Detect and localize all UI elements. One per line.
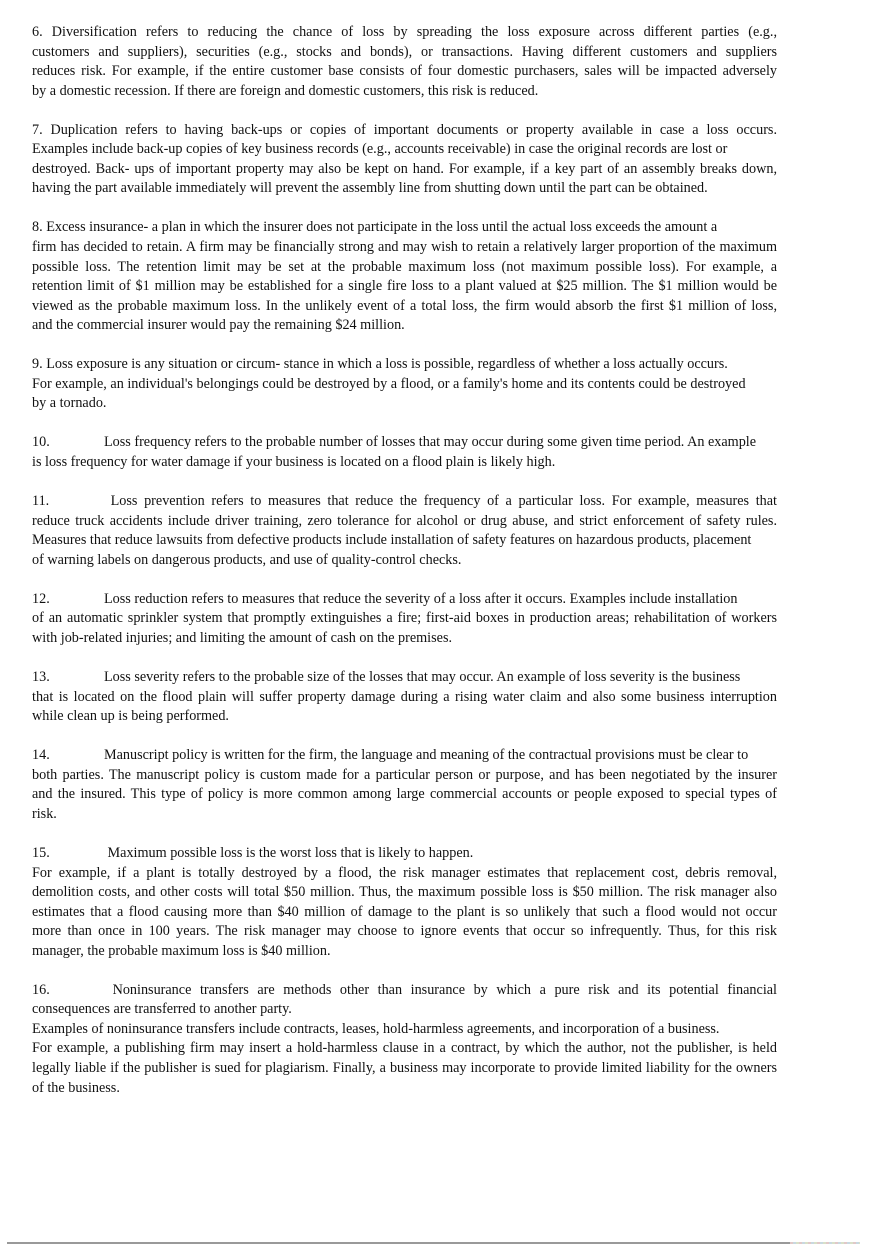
paragraph-line	[32, 707, 777, 727]
line-text: both parties. The manuscript policy is custom made for a particular person or purpose, and has been negotiated by the insurer	[32, 766, 777, 783]
paragraph-item-9	[32, 355, 777, 414]
paragraph-line	[32, 746, 777, 766]
paragraph-line	[32, 1000, 777, 1020]
paragraph-line	[32, 492, 777, 512]
paragraph-number: 11.	[32, 493, 50, 510]
line-text: Loss frequency refers to the probable number of losses that may occur during some given time period. An example	[104, 434, 757, 451]
paragraph-number: 8.	[32, 219, 43, 236]
paragraph-item-14	[32, 746, 777, 824]
paragraph-line	[32, 297, 777, 317]
paragraph-line	[32, 23, 777, 43]
line-text: Loss severity refers to the probable size of the losses that may occur. An example of loss severity is the business	[104, 669, 741, 686]
paragraph-line	[32, 140, 777, 160]
paragraph-line	[32, 1079, 777, 1099]
paragraph-line	[32, 668, 777, 688]
paragraph-line	[32, 258, 777, 278]
line-text: by a domestic recession. If there are foreign and domestic customers, this risk is reduced.	[32, 82, 539, 99]
paragraph-line	[32, 218, 777, 238]
line-text: reduces risk. For example, if the entire customer base consists of four domestic purchasers, sales will be impacted adversely	[32, 63, 777, 80]
paragraph-number: 14.	[32, 747, 50, 764]
paragraph-item-15	[32, 844, 777, 961]
paragraph-number: 15.	[32, 844, 50, 861]
paragraph-line	[32, 433, 777, 453]
paragraph-line	[32, 1039, 777, 1059]
line-text: Measures that reduce lawsuits from defective products include installation of safety features on hazardous products, placement	[32, 532, 752, 549]
line-text: consequences are transferred to another party.	[32, 1001, 292, 1018]
line-text: For example, an individual's belongings could be destroyed by a flood, or a family's home and its contents could be destroyed	[32, 375, 746, 392]
paragraph-item-16	[32, 981, 777, 1098]
paragraph-line	[32, 43, 777, 63]
paragraph-line	[32, 453, 777, 473]
line-text: and the commercial insurer would pay the remaining $24 million.	[32, 317, 405, 334]
paragraph-number: 13.	[32, 669, 50, 686]
document-page	[32, 23, 777, 1118]
line-text: having the part available immediately will prevent the assembly line from shutting down until the part can be obtained.	[32, 180, 708, 197]
paragraph-line	[32, 922, 777, 942]
line-text: Manuscript policy is written for the firm, the language and meaning of the contractual provisions must be clear to	[104, 747, 749, 764]
paragraph-line	[32, 688, 777, 708]
line-text: demolition costs, and other costs will total $50 million. Thus, the maximum possible loss is $50 million. The risk manager also	[32, 884, 777, 901]
line-text: while clean up is being performed.	[32, 708, 229, 725]
line-text: customers and suppliers), securities (e.g., stocks and bonds), or transactions. Having different customers and suppliers	[32, 43, 777, 60]
line-text: destroyed. Back- ups of important property may also be kept on hand. For example, if a key part of an assembly breaks down,	[32, 160, 777, 177]
paragraph-line	[32, 355, 777, 375]
paragraph-line	[32, 1020, 777, 1040]
paragraph-item-10	[32, 433, 777, 472]
paragraph-line	[32, 160, 777, 180]
paragraph-line	[32, 785, 777, 805]
line-text: Loss reduction refers to measures that reduce the severity of a loss after it occurs. Examples include installation	[104, 590, 738, 607]
paragraph-number: 10.	[32, 434, 50, 451]
paragraph-item-12	[32, 590, 777, 649]
line-text: Loss prevention refers to measures that reduce the frequency of a particular loss. For example, measures that	[104, 493, 777, 510]
paragraph-line	[32, 942, 777, 962]
line-text: For example, a publishing firm may insert a hold-harmless clause in a contract, by which the author, not the publisher, is held	[32, 1040, 777, 1057]
paragraph-item-11	[32, 492, 777, 570]
line-text: risk.	[32, 805, 57, 822]
line-text: and the insured. This type of policy is more common among large commercial accounts or people exposed to special types of	[32, 786, 777, 803]
paragraph-number: 16.	[32, 981, 50, 998]
paragraph-line	[32, 82, 777, 102]
line-text: Examples of noninsurance transfers include contracts, leases, hold-harmless agreements, and incorporation of a business.	[32, 1020, 720, 1037]
paragraph-line	[32, 551, 777, 571]
paragraph-line	[32, 844, 777, 864]
paragraph-line	[32, 179, 777, 199]
line-text: manager, the probable maximum loss is $40 million.	[32, 942, 331, 959]
line-text: more than once in 100 years. The risk manager may choose to ignore events that occur so infrequently. Thus, for this risk	[32, 923, 777, 940]
line-text: reduce truck accidents include driver training, zero tolerance for alcohol or drug abuse, and strict enforcement of safety rules.	[32, 512, 777, 529]
line-text: is loss frequency for water damage if your business is located on a flood plain is likely high.	[32, 454, 556, 471]
paragraph-line	[32, 766, 777, 786]
line-text: retention limit of $1 million may be established for a single fire loss to a plant valued at $25 million. The $1 million would be	[32, 278, 777, 295]
paragraph-line	[32, 590, 777, 610]
paragraph-line	[32, 903, 777, 923]
paragraph-item-7	[32, 121, 777, 199]
line-text: legally liable if the publisher is sued for plagiarism. Finally, a business may incorporate to provide limited liability for the owners	[32, 1059, 777, 1076]
paragraph-line	[32, 394, 777, 414]
line-text: of warning labels on dangerous products, and use of quality-control checks.	[32, 551, 462, 568]
paragraph-line	[32, 62, 777, 82]
line-text: Excess insurance- a plan in which the insurer does not participate in the loss until the actual loss exceeds the amount a	[46, 219, 718, 236]
paragraph-line	[32, 609, 777, 629]
paragraph-line	[32, 277, 777, 297]
line-text: Diversification refers to reducing the chance of loss by spreading the loss exposure across different parties (e.g.,	[51, 24, 777, 40]
paragraph-line	[32, 238, 777, 258]
line-text: that is located on the flood plain will suffer property damage during a rising water claim and also some business interruption	[32, 688, 777, 705]
paragraph-line	[32, 883, 777, 903]
paragraph-line	[32, 1059, 777, 1079]
paragraph-number: 7.	[32, 121, 43, 138]
line-text: possible loss. The retention limit may be set at the probable maximum loss (not maximum possible loss). For example, a	[32, 258, 777, 275]
paragraph-line	[32, 805, 777, 825]
line-text: of the business.	[32, 1079, 120, 1096]
line-text: by a tornado.	[32, 395, 107, 412]
paragraph-number: 6.	[32, 24, 43, 40]
footer-rule-accent	[790, 1242, 860, 1244]
paragraph-line	[32, 629, 777, 649]
paragraph-line	[32, 512, 777, 532]
line-text: Duplication refers to having back-ups or copies of important documents or property available in case a loss occurs.	[50, 121, 777, 138]
paragraph-line	[32, 981, 777, 1001]
paragraph-line	[32, 316, 777, 336]
line-text: of an automatic sprinkler system that promptly extinguishes a fire; first-aid boxes in production areas; rehabilitation of workers	[32, 610, 777, 627]
paragraph-line	[32, 531, 777, 551]
paragraph-line	[32, 121, 777, 141]
line-text: estimates that a flood causing more than $40 million of damage to the plant is so unlikely that such a flood would not occur	[32, 903, 777, 920]
line-text: with job-related injuries; and limiting the amount of cash on the premises.	[32, 629, 453, 646]
line-text: Noninsurance transfers are methods other than insurance by which a pure risk and its potential financial	[104, 981, 777, 998]
paragraph-item-13	[32, 668, 777, 727]
paragraph-item-8	[32, 218, 777, 335]
paragraph-number: 12.	[32, 590, 50, 607]
paragraph-item-6	[32, 23, 777, 101]
line-text: Loss exposure is any situation or circum- stance in which a loss is possible, regardless of whether a loss actually occurs.	[46, 356, 728, 373]
line-text: firm has decided to retain. A firm may be financially strong and may wish to retain a relatively larger proportion of the maximum	[32, 239, 777, 256]
paragraph-number: 9.	[32, 356, 43, 373]
paragraph-line	[32, 375, 777, 395]
line-text: Examples include back-up copies of key business records (e.g., accounts receivable) in case the original records are lost or	[32, 141, 728, 158]
footer-rule	[7, 1242, 790, 1244]
paragraph-line	[32, 864, 777, 884]
line-text: For example, if a plant is totally destroyed by a flood, the risk manager estimates that replacement cost, debris removal,	[32, 864, 777, 881]
line-text: viewed as the probable maximum loss. In the unlikely event of a total loss, the firm would absorb the first $1 million of loss,	[32, 297, 777, 314]
line-text: Maximum possible loss is the worst loss that is likely to happen.	[104, 844, 474, 861]
